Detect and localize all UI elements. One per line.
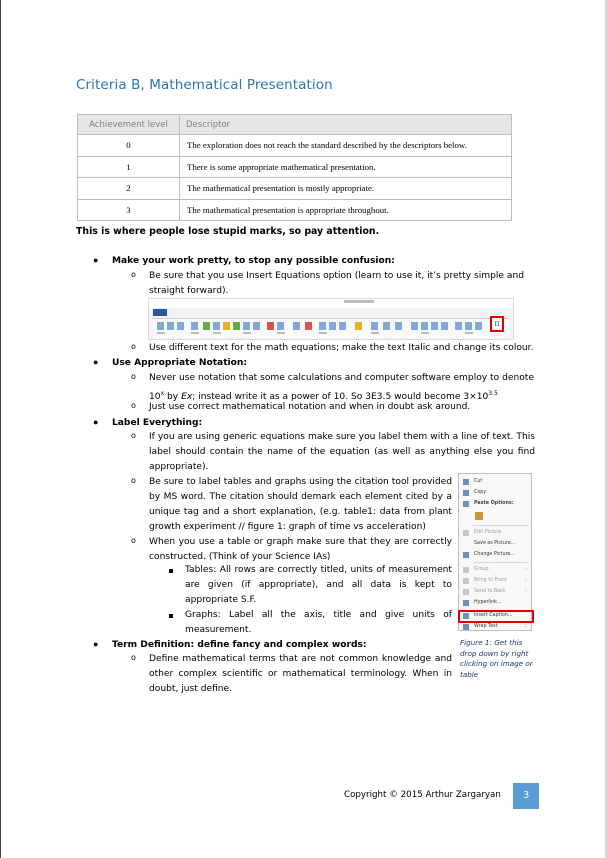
insert-equation-button[interactable] bbox=[490, 316, 504, 332]
menu-item-save-as-picture[interactable]: Save as Picture... bbox=[474, 541, 516, 546]
level-cell: 2 bbox=[78, 178, 180, 200]
menu-item-send-to-back[interactable]: Send to Back bbox=[474, 589, 506, 594]
submenu-arrow-icon: › bbox=[525, 577, 527, 583]
store-icon bbox=[267, 322, 274, 330]
rubric-table bbox=[77, 114, 512, 221]
level-cell: 0 bbox=[78, 135, 180, 157]
circle-bullet-icon: o bbox=[131, 431, 136, 440]
online-video-icon bbox=[305, 322, 312, 330]
term-title: Term Definition: define fancy and complex words: bbox=[112, 640, 367, 650]
notation-sub2: Just use correct mathematical notation and when in doubt ask around. bbox=[149, 402, 471, 412]
group-icon bbox=[463, 567, 469, 573]
menu-item-change-picture[interactable]: Change Picture... bbox=[474, 552, 515, 557]
column-header-level: Achievement level bbox=[78, 115, 180, 135]
cross-reference-icon bbox=[339, 322, 346, 330]
copy-icon bbox=[463, 490, 469, 496]
paste-icon[interactable] bbox=[475, 512, 483, 520]
submenu-arrow-icon: › bbox=[525, 623, 527, 629]
my-apps-icon bbox=[277, 322, 284, 330]
insert-caption-highlight bbox=[458, 610, 534, 623]
hyperlink-icon bbox=[463, 600, 469, 606]
pretty-sub1: Be sure that you use Insert Equations option (learn to use it, it’s pretty simple and straight forward). bbox=[149, 271, 525, 296]
intro-warning: This is where people lose stupid marks, so pay attention. bbox=[76, 226, 380, 237]
clipboard-icon bbox=[463, 501, 469, 507]
notation-ex: Ex bbox=[181, 392, 193, 403]
page-break-icon bbox=[177, 322, 184, 330]
menu-separator bbox=[473, 525, 529, 526]
bullet-dot-icon: ● bbox=[93, 417, 99, 427]
menu-item-hyperlink[interactable]: Hyperlink... bbox=[474, 600, 502, 605]
tool-label bbox=[213, 332, 221, 334]
equation-pi-icon: π bbox=[494, 319, 500, 328]
circle-bullet-icon: o bbox=[131, 653, 136, 662]
bullet-dot-icon: ● bbox=[93, 357, 99, 367]
date-time-icon bbox=[465, 322, 472, 330]
notation-sub1-a: Never use notation that some calculations and computer software employ to denote 10 bbox=[149, 373, 534, 403]
circle-bullet-icon: o bbox=[131, 536, 136, 545]
change-picture-icon bbox=[463, 552, 469, 558]
bring-front-icon bbox=[463, 578, 469, 584]
tool-label bbox=[371, 332, 379, 334]
pretty-sub2: Use different text for the math equations; make the text Italic and change its colour. bbox=[149, 343, 534, 353]
tool-label bbox=[421, 332, 429, 334]
descriptor-cell: The mathematical presentation is appropriate throughout. bbox=[180, 199, 512, 221]
text-box-icon bbox=[411, 322, 418, 330]
ribbon-toolbar bbox=[153, 318, 509, 338]
ribbon-doc-name bbox=[344, 300, 374, 303]
chart-icon bbox=[243, 322, 250, 330]
column-header-descriptor: Descriptor bbox=[180, 115, 512, 135]
submenu-arrow-icon: › bbox=[525, 588, 527, 594]
wrap-text-icon bbox=[463, 624, 469, 630]
object-icon bbox=[475, 322, 482, 330]
label-sub1: If you are using generic equations make sure you label them with a line of text. This label should contain the name of the equation (as well as anything else you find appropriate). bbox=[149, 432, 535, 472]
wordart-icon bbox=[431, 322, 438, 330]
wikipedia-icon bbox=[293, 322, 300, 330]
descriptor-cell: The exploration does not reach the standard described by the descriptors below. bbox=[180, 135, 512, 157]
label-graphs: Graphs: Label all the axis, title and give units of measurement. bbox=[185, 610, 452, 635]
shapes-icon bbox=[223, 322, 230, 330]
level-cell: 1 bbox=[78, 156, 180, 178]
edit-picture-icon bbox=[463, 530, 469, 536]
footer-icon bbox=[383, 322, 390, 330]
footer-copyright: Copyright © 2015 Arthur Zargaryan bbox=[344, 790, 501, 800]
menu-separator bbox=[473, 562, 529, 563]
bullet-dot-icon: ● bbox=[93, 255, 99, 265]
bullet-dot-icon: ● bbox=[93, 639, 99, 649]
scissors-icon bbox=[463, 479, 469, 485]
notation-sup-3-5: 3.5 bbox=[488, 390, 498, 397]
cover-page-icon bbox=[157, 322, 164, 330]
notation-sub1-b: by bbox=[164, 392, 182, 403]
tool-label bbox=[243, 332, 251, 334]
notation-sub1-c: ; instead write it as a power of 10. So 3E3.5 would become 3×10 bbox=[192, 392, 489, 403]
ribbon-file-tab bbox=[153, 309, 167, 316]
figure-caption: Figure 1: Get this drop down by right clicking on image or table bbox=[460, 638, 533, 679]
ribbon-titlebar bbox=[149, 299, 513, 308]
circle-bullet-icon: o bbox=[131, 401, 136, 410]
tool-label bbox=[465, 332, 473, 334]
comment-icon bbox=[355, 322, 362, 330]
bookmark-icon bbox=[329, 322, 336, 330]
tool-label bbox=[157, 332, 165, 334]
tool-label bbox=[319, 332, 327, 334]
context-menu-screenshot bbox=[458, 473, 532, 631]
menu-item-insert-caption[interactable]: Insert Caption... bbox=[474, 613, 513, 618]
table-row bbox=[78, 199, 512, 221]
label-sub3: When you use a table or graph make sure that they are correctly constructed. (Think of your Science IAs) bbox=[149, 537, 452, 562]
table-row bbox=[78, 178, 512, 200]
table-icon bbox=[191, 322, 198, 330]
table-header-row bbox=[78, 115, 512, 135]
screenshot-icon bbox=[253, 322, 260, 330]
pretty-title: Make your work pretty, to stop any possible confusion: bbox=[112, 256, 395, 266]
submenu-arrow-icon: › bbox=[525, 566, 527, 572]
descriptor-cell: There is some appropriate mathematical presentation. bbox=[180, 156, 512, 178]
hyperlink-icon bbox=[319, 322, 326, 330]
tool-label bbox=[191, 332, 199, 334]
square-bullet-icon bbox=[169, 569, 173, 573]
descriptor-cell: The mathematical presentation is mostly appropriate. bbox=[180, 178, 512, 200]
word-ribbon-screenshot bbox=[148, 298, 514, 340]
circle-bullet-icon: o bbox=[131, 372, 136, 381]
term-sub1: Define mathematical terms that are not common knowledge and other complex scientific or mathematical terminology. When in doubt, just define. bbox=[149, 654, 452, 694]
notation-sup-x: x bbox=[160, 390, 165, 397]
blank-page-icon bbox=[167, 322, 174, 330]
menu-item-wrap-text[interactable]: Wrap Text bbox=[474, 624, 498, 629]
menu-item-bring-to-front[interactable]: Bring to Front bbox=[474, 578, 507, 583]
header-icon bbox=[371, 322, 378, 330]
ribbon-tabs bbox=[171, 309, 471, 316]
label-tables: Tables: All rows are correctly titled, units of measurement are given (if appropriate), and all data is kept to appropriate S.F. bbox=[185, 565, 452, 605]
drop-cap-icon bbox=[441, 322, 448, 330]
quick-parts-icon bbox=[421, 322, 428, 330]
menu-item-edit-picture[interactable]: Edit Picture bbox=[474, 530, 502, 535]
notation-title: Use Appropriate Notation: bbox=[112, 358, 248, 368]
menu-item-paste-options: Paste Options: bbox=[474, 501, 514, 506]
menu-item-group[interactable]: Group bbox=[474, 567, 489, 572]
table-row bbox=[78, 156, 512, 178]
square-bullet-icon bbox=[169, 614, 173, 618]
page-number: 3 bbox=[513, 783, 539, 809]
level-cell: 3 bbox=[78, 199, 180, 221]
signature-line-icon bbox=[455, 322, 462, 330]
smartart-icon bbox=[233, 322, 240, 330]
menu-item-copy[interactable]: Copy bbox=[474, 490, 487, 495]
table-row bbox=[78, 135, 512, 157]
tool-label bbox=[277, 332, 285, 334]
circle-bullet-icon: o bbox=[131, 342, 136, 351]
label-title: Label Everything: bbox=[112, 418, 203, 428]
menu-item-cut[interactable]: Cut bbox=[474, 479, 483, 484]
pictures-icon bbox=[203, 322, 210, 330]
circle-bullet-icon: o bbox=[131, 476, 136, 485]
page-number-icon bbox=[395, 322, 402, 330]
page-left-edge bbox=[0, 0, 1, 858]
section-heading: Criteria B, Mathematical Presentation bbox=[76, 77, 333, 93]
online-pictures-icon bbox=[213, 322, 220, 330]
label-sub2: Be sure to label tables and graphs using the citation tool provided by MS word. The citation should demark each element cited by a unique tag and a short explanation, (e.g. table1: data from plant growth experiment // figure 1: graph of time vs acceleration) bbox=[149, 477, 452, 532]
circle-bullet-icon: o bbox=[131, 270, 136, 279]
send-back-icon bbox=[463, 589, 469, 595]
